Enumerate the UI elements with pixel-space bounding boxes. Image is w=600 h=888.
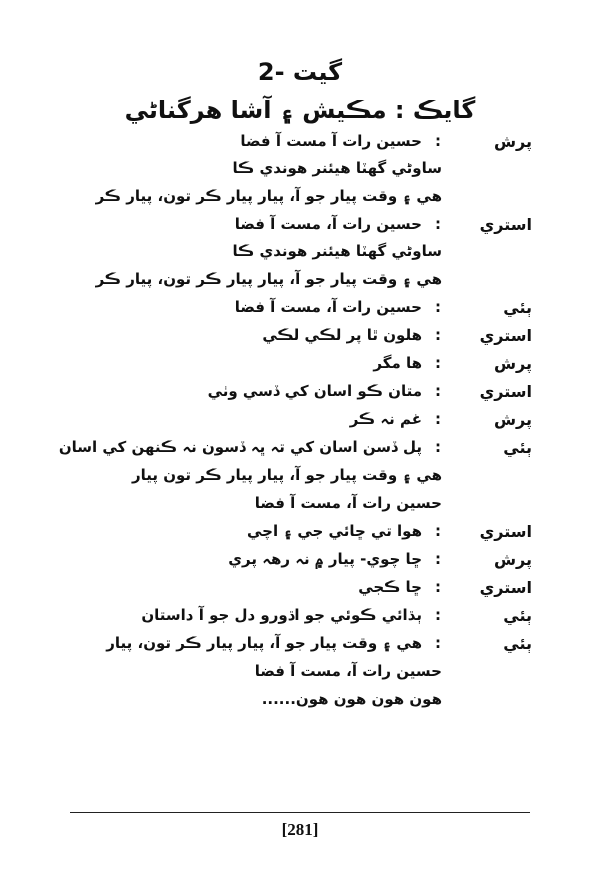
lyric-text: هوا تي ڇائي جي ۽ اچي bbox=[246, 522, 422, 540]
lyric-line bbox=[0, 466, 600, 494]
colon-separator: : bbox=[435, 326, 441, 344]
speaker-label: استري bbox=[479, 215, 532, 234]
lyric-text: حسين رات آ، مست آ فضا bbox=[234, 215, 422, 233]
lyric-line bbox=[0, 187, 600, 215]
speaker-label: ٻئي bbox=[503, 438, 532, 457]
lyric-line bbox=[0, 606, 600, 634]
lyric-line bbox=[0, 215, 600, 243]
speaker-label: پرش bbox=[493, 132, 532, 151]
lyric-text: حسين رات آ، مست آ فضا bbox=[254, 662, 442, 680]
lyric-text: هي ۽ وقت پيار جو آ، پيار پيار ڪر تون، پيار bbox=[106, 634, 422, 652]
song-title: گيت -2 bbox=[257, 58, 343, 86]
lyric-text: حسين رات آ، مست آ فضا bbox=[234, 298, 422, 316]
speaker-label: ٻئي bbox=[503, 298, 532, 317]
lyric-line bbox=[0, 550, 600, 578]
lyric-text: ساوڻي گھٽا هيئنر هوندي ڪا bbox=[232, 159, 442, 177]
lyric-line bbox=[0, 242, 600, 270]
speaker-label: ٻئي bbox=[503, 606, 532, 625]
colon-separator: : bbox=[435, 298, 441, 316]
lyric-line bbox=[0, 298, 600, 326]
lyric-text: غم نہ ڪر bbox=[349, 410, 422, 428]
lyric-text: پل ڏسن اسان کي تہ ڀہ ڏسون نہ ڪنهن کي اسان bbox=[58, 438, 422, 456]
speaker-label: پرش bbox=[493, 550, 532, 569]
colon-separator: : bbox=[435, 354, 441, 372]
lyric-text: ها مگر bbox=[373, 354, 422, 372]
page-number: [281] bbox=[281, 820, 319, 839]
lyric-line bbox=[0, 132, 600, 160]
colon-separator: : bbox=[435, 438, 441, 456]
speaker-label: استري bbox=[479, 326, 532, 345]
footer-rule bbox=[70, 812, 530, 813]
lyric-text: هلون ٿا پر لڪي لڪي bbox=[262, 326, 422, 344]
colon-separator: : bbox=[435, 578, 441, 596]
colon-separator: : bbox=[435, 410, 441, 428]
lyric-line bbox=[0, 662, 600, 690]
lyric-line bbox=[0, 578, 600, 606]
lyric-text: هي ۽ وقت پيار جو آ، پيار پيار ڪر تون، پيار ڪر bbox=[95, 270, 442, 288]
lyric-line bbox=[0, 634, 600, 662]
lyric-line bbox=[0, 494, 600, 522]
lyric-text: حسين رات آ مست آ فضا bbox=[240, 132, 422, 150]
colon-separator: : bbox=[435, 606, 441, 624]
lyric-line bbox=[0, 159, 600, 187]
lyric-line bbox=[0, 270, 600, 298]
speaker-label: استري bbox=[479, 382, 532, 401]
lyric-text: حسين رات آ، مست آ فضا bbox=[254, 494, 442, 512]
lyric-text: ڇا ڪجي bbox=[358, 578, 422, 596]
singers-line: گايڪ : مڪيش ۽ آشا هرگناڻي bbox=[124, 96, 476, 124]
lyric-text: ساوڻي گھٽا هيئنر هوندي ڪا bbox=[232, 242, 442, 260]
lyric-line bbox=[0, 522, 600, 550]
speaker-label: پرش bbox=[493, 354, 532, 373]
lyric-text: هي ۽ وقت پيار جو آ، پيار پيار ڪر تون، پيار ڪر bbox=[95, 187, 442, 205]
lyric-line bbox=[0, 438, 600, 466]
colon-separator: : bbox=[435, 634, 441, 652]
lyric-text: هي ۽ وقت پيار جو آ، پيار پيار ڪر تون پيار bbox=[131, 466, 442, 484]
lyric-text: هون هون هون هون...... bbox=[261, 690, 442, 708]
lyric-line bbox=[0, 690, 600, 718]
colon-separator: : bbox=[435, 522, 441, 540]
lyric-text: ڇا چوي- پيار ۾ نہ رهہ پري bbox=[228, 550, 422, 568]
lyric-text: ٻڌائي ڪوئي جو اڌورو دل جو آ داستان bbox=[141, 606, 422, 624]
colon-separator: : bbox=[435, 132, 441, 150]
lyric-text: متان ڪو اسان کي ڏسي وٺي bbox=[207, 382, 422, 400]
lyric-line bbox=[0, 410, 600, 438]
lyric-line bbox=[0, 382, 600, 410]
lyric-line bbox=[0, 326, 600, 354]
speaker-label: پرش bbox=[493, 410, 532, 429]
speaker-label: استري bbox=[479, 522, 532, 541]
colon-separator: : bbox=[435, 550, 441, 568]
lyric-line bbox=[0, 354, 600, 382]
colon-separator: : bbox=[435, 382, 441, 400]
colon-separator: : bbox=[435, 215, 441, 233]
speaker-label: ٻئي bbox=[503, 634, 532, 653]
speaker-label: استري bbox=[479, 578, 532, 597]
